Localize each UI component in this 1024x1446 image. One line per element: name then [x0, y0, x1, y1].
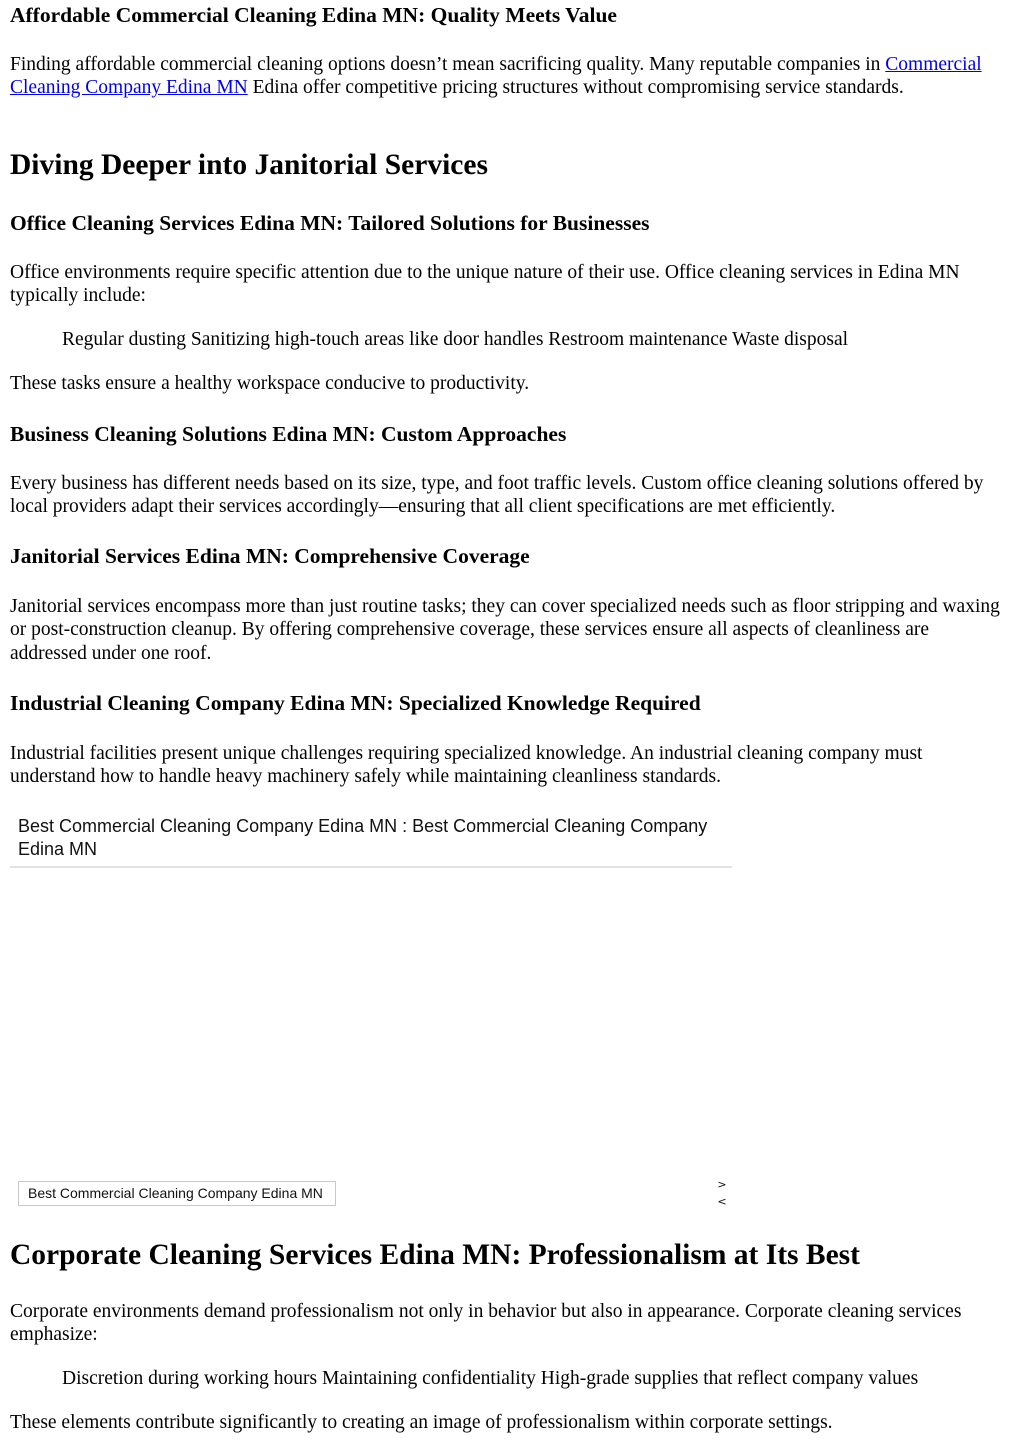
corporate-heading: Corporate Cleaning Services Edina MN: Professionalism at Its Best [10, 1239, 860, 1271]
business-heading: Business Cleaning Solutions Edina MN: Custom Approaches [10, 422, 567, 446]
affordable-paragraph [10, 53, 1000, 100]
next-arrow-icon[interactable]: > [717, 1178, 727, 1191]
business-paragraph: Every business has different needs based on its size, type, and foot traffic levels. Custom office cleaning solutions offered by local providers adapt their services accordingly—ensuring that all client specifications are met efficiently. [10, 473, 984, 518]
office-paragraph: Office environments require specific attention due to the unique nature of their use. Office cleaning services in Edina MN typically include: [10, 262, 960, 307]
commercial-cleaning-link[interactable]: Commercial Cleaning Company Edina MN [10, 54, 982, 99]
janitorial-section-heading: Diving Deeper into Janitorial Services [10, 149, 488, 181]
corporate-list: Discretion during working hours Maintaining confidentiality High-grade supplies that reflect company values [62, 1368, 919, 1389]
embed-title[interactable]: Best Commercial Cleaning Company Edina MN : Best Commercial Cleaning Company Edina MN [18, 816, 708, 859]
affordable-text-after: Edina offer competitive pricing structures without compromising service standards. [247, 77, 904, 99]
office-list: Regular dusting Sanitizing high-touch areas like door handles Restroom maintenance Waste disposal [62, 329, 849, 350]
prev-arrow-icon[interactable]: < [717, 1195, 727, 1208]
office-heading: Office Cleaning Services Edina MN: Tailored Solutions for Businesses [10, 211, 650, 235]
janitorial-paragraph: Janitorial services encompass more than just routine tasks; they can cover specialized needs such as floor stripping and waxing or post-construction cleanup. By offering comprehensive coverage, these services ensure all aspects of cleanliness are addressed under one roof. [10, 596, 1000, 664]
industrial-paragraph: Industrial facilities present unique challenges requiring specialized knowledge. An industrial cleaning company must understand how to handle heavy machinery safely while maintaining cleanliness standards. [10, 743, 923, 788]
janitorial-heading: Janitorial Services Edina MN: Comprehensive Coverage [10, 544, 530, 568]
corporate-paragraph: Corporate environments demand professionalism not only in behavior but also in appearance. Corporate cleaning services emphasize: [10, 1301, 962, 1346]
industrial-heading: Industrial Cleaning Company Edina MN: Specialized Knowledge Required [10, 691, 701, 715]
affordable-heading: Affordable Commercial Cleaning Edina MN: Quality Meets Value [10, 3, 617, 27]
embed-divider [10, 866, 732, 868]
embed-caption-box[interactable]: Best Commercial Cleaning Company Edina MN [18, 1181, 336, 1206]
affordable-text-before: Finding affordable commercial cleaning options doesn’t mean sacrificing quality. Many reputable companies in [10, 54, 886, 75]
corporate-followup: These elements contribute significantly to creating an image of professionalism within corporate settings. [10, 1412, 833, 1433]
office-followup: These tasks ensure a healthy workspace conducive to productivity. [10, 373, 530, 394]
